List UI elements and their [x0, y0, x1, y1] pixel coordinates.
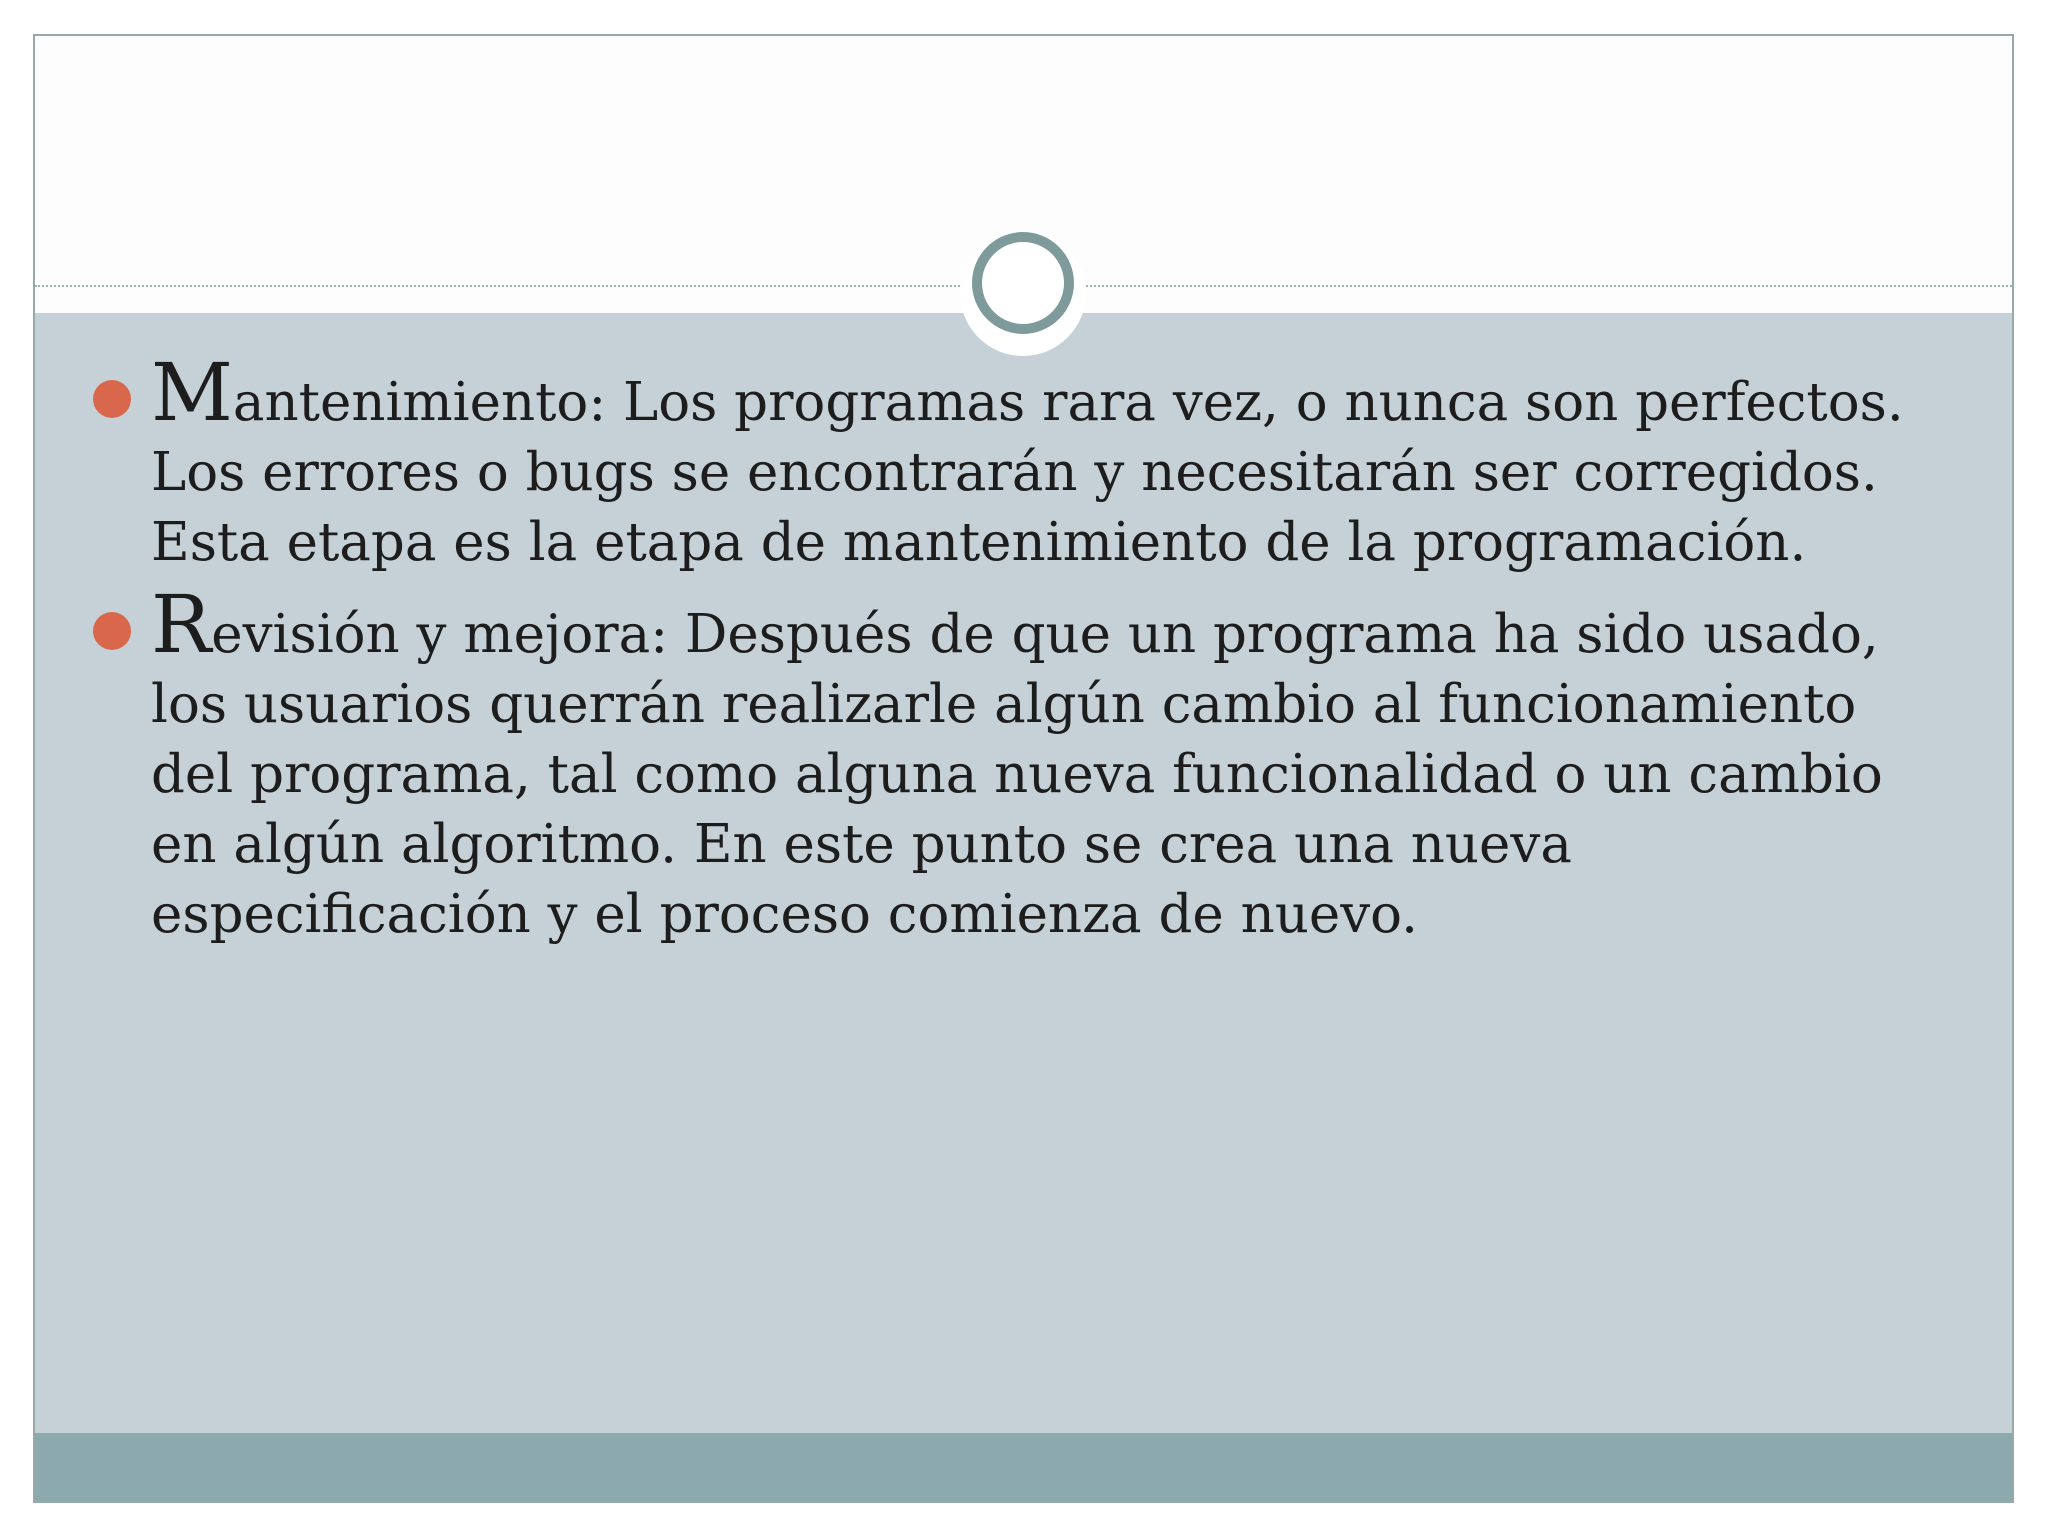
- bullet-initial: R: [151, 578, 212, 671]
- bullet-dot-icon: [93, 612, 131, 650]
- bullet-text: evisión y mejora: Después de que un programa ha sido usado, los usuarios querrán realizarle algún cambio al funcionamiento del programa, tal como alguna nueva funcionalidad o un cambio en algún algoritmo. En este punto se crea una nueva especificación y el proceso comienza de nuevo.: [151, 604, 1883, 945]
- slide-footer-band: [35, 1433, 2012, 1503]
- bullet-item-revision: [35, 578, 2012, 950]
- bullet-initial: M: [151, 346, 233, 439]
- bullet-item-mantenimiento: [35, 346, 2012, 578]
- bullet-text: antenimiento: Los programas rara vez, o nunca son perfectos. Los errores o bugs se encontrarán y necesitarán ser corregidos. Esta etapa es la etapa de mantenimiento de la programación.: [151, 372, 1904, 573]
- bullet-dot-icon: [93, 380, 131, 418]
- circle-ornament: [972, 232, 1074, 334]
- bullet-list: [35, 346, 2012, 962]
- slide: [33, 34, 2014, 1503]
